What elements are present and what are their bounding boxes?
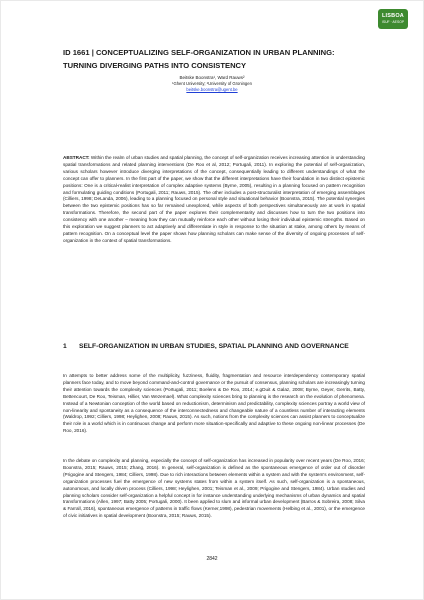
- abstract: [63, 155, 365, 245]
- author-names: Beitske Boonstra¹, Ward Rauws²: [179, 75, 245, 80]
- paper-title: ID 1661 | CONCEPTUALIZING SELF-ORGANIZATION IN URBAN PLANNING: TURNING DIVERGING PATHS INTO CONSISTENCY: [63, 48, 335, 70]
- body-paragraph: In the debate on complexity and planning, especially the concept of self-organization has increased in popularity over recent years (De Roo, 2016; Boonstra, 2015; Rauws, 2015; Zhang, 2016). In general, self-organization is defined as the spontaneous emergence of order out of disorder (Prigogine and Stengers, 1984; Cilliers, 1998). Due to rich interactions between elements within a system and with the system's environment, self-organization processes fuel the emergence of new systems states from within a system itself. As such, self-organization is a spontaneous, autonomous, and locally driven process (Cilliers, 1998; Heylighen, 2001; Teisman et al., 2009; Prigogine and Stengers, 1984). Urban studies and planning scholars consider self-organization a helpful concept in for instance understanding underlying mechanisms of urban dynamics and spatial transformations (Allen, 1997; Batty 2005; Portugali, 2000). It been applied to slum and informal urban development (Barros & Sobreira, 2008; Silva & Farrall, 2016), spontaneous emergence of patterns in traffic flows (Kerner,1998), pedestrian movements (Helbing et al., 2001), or the emergence of civic initiatives in spatial development (Boonstra, 2015; Rauws, 2015).: [63, 458, 365, 519]
- author-affiliations: ¹Ghent University; ²University of Groningen: [172, 81, 252, 86]
- section-title: SELF-ORGANIZATION IN URBAN STUDIES, SPATIAL PLANNING AND GOVERNANCE: [79, 343, 349, 350]
- logo-subtext: ISUF · AESOP: [381, 20, 405, 24]
- conference-logo: [378, 9, 408, 29]
- section-number: 1: [63, 343, 67, 350]
- abstract-label: ABSTRACT:: [63, 155, 90, 160]
- author-email-link[interactable]: beitske.boonstra@ugent.be: [186, 87, 238, 92]
- page-number: 2842: [206, 556, 218, 562]
- body-paragraph: In attempts to better address some of the multiplicity, fuzziness, fluidity, fragmentation and resource interdependency contemporary spatial planners face today, and to move beyond command-and-control governance or the pursuit of consensus, planning scholars are increasingly turning their attention towards the complexity sciences (Portugali, 2011; Boelens & De Roo, 2014; e.gDuit & Galaz, 2008; Byrne, Geyer, Gerrits, Batty, Bettencourt, De Roo, Teisman, Hillier, Van Wezemael). What complexity sciences bring to planning is the research on the evolution of phenomena. Instead of a Newtonian conception of the world based on reductionism, determinism and predictability, complexity sciences portray a world view of non-linearity and spontaneity as a consequence of the interconnectedness and changeable nature of a countless number of interacting elements (Waldrop, 1992; Cilliers, 1998; Heylighen, 2008; Rauws, 2015). As such, notions from the complexity sciences can assist planners to conceptualize their role in a world which is in continuous change and perform more situation-specifically and adaptive to these ongoing non-linear processes (De Roo, 2016).: [63, 373, 365, 434]
- abstract-text: Within the realm of urban studies and spatial planning, the concept of self-organization receives increasing attention in understanding spatial transformations and related planning interventions (De Roo et al, 2012; Portugali, 2011). In exploring the potential of self-organization, various scholars however introduce diverging interpretations of the concept, consequentially leading to different understandings of what the concept can offer to planners. In the first part of the paper, we show that the different interpretations have their foundation in two distinct epistemic positions: One is a critical-realist interpretation of complex adaptive systems (Byrne, 2005), resulting in a planning focused on pattern recognition and formulating guiding conditions (Portugali, 2011; Rauws, 2015). The other includes a post-structuralist interpretation of emerging assemblages (Cilliers, 1998; DeLanda, 2006), leading to a planning focused on personal style and situational behavior (Boonstra, 2015). The potential synergies between the two epistemic positions has so far remained unexplored, while aspects of both perspectives simultaneously are at work in spatial transformations. Therefore, the second part of the paper explores their complementarity and discusses how to turn the two positions into consistency with one another – meaning how they can mutually reinforce each other without losing their individual epistemic strengths. Based on this exploration we suggest planners to act adaptively and differentiate in style in response to the situation at stake, among others by means of pattern recognition. On a conceptual level the paper shows how planning scholars can make sense of the diversity of ongoing processes of self-organization in the context of spatial transformations.: [63, 155, 365, 243]
- logo-text: LISBOA: [382, 13, 404, 19]
- author-block: [0, 75, 424, 93]
- section-heading: [63, 340, 365, 353]
